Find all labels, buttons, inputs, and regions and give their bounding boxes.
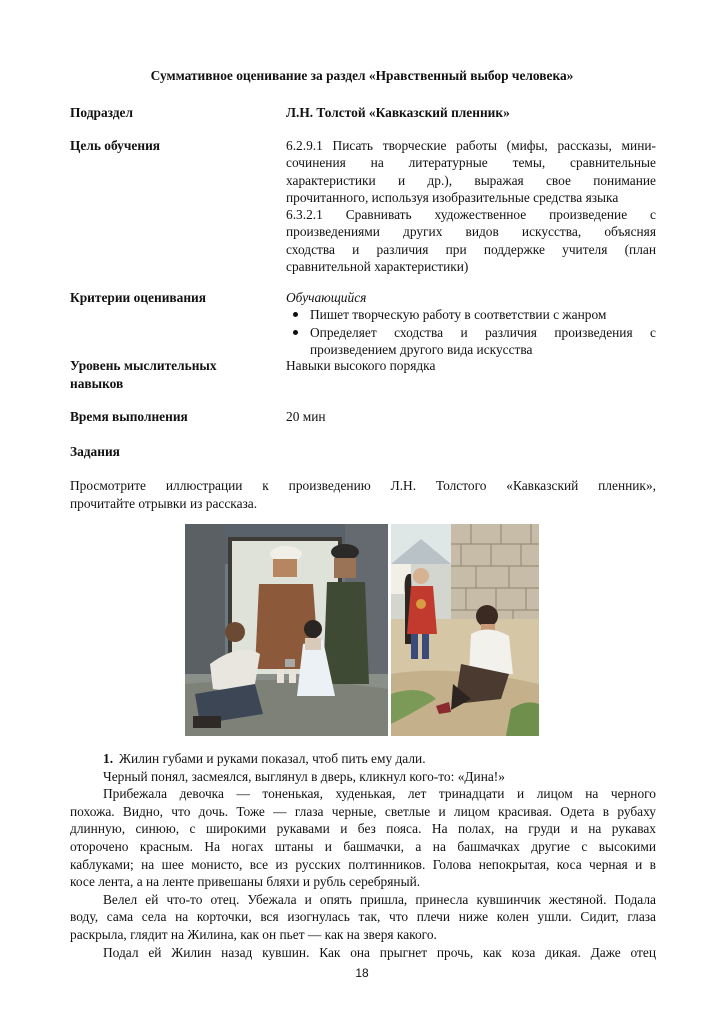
story-sentence: Жилин губами и руками показал, чтоб пить ему дали. [119,751,426,766]
story-paragraph: Черный понял, засмеялся, выглянул в дверь, кликнул кого-то: «Дина!» [103,768,505,784]
tasks-intro-line: Просмотрите иллюстрации к произведению Л.Н. Толстого «Кавказский пленник», [70,478,656,493]
item-number: 1. [103,751,114,766]
tasks-intro [70,477,656,512]
story-paragraph [70,750,656,768]
story-line: Велел ей что-то отец. Убежала и опять пришла, принесла кувшинчик жестяной. Подала [103,891,656,907]
criteria-item [286,324,656,359]
story-line: Прибежала девочка — тоненькая, худенькая, лет тринадцати и лицом на черного [103,786,656,802]
criteria-item-text: произведением другого вида искусства [310,341,533,357]
skills-label-line: навыков [70,375,124,391]
tasks-intro-line: прочитайте отрывки из рассказа. [70,495,258,511]
goal-line: характеристики и др.), выражая свое понимание [286,172,656,188]
story-line: косе лента, а на ленте привешаны бляхи и рубль серебряный. [70,874,421,890]
story-line: раскрыла, глядит на Жилина, как он пьет — как на зверя какого. [70,926,437,942]
subsection-value: Л.Н. Толстой «Кавказский пленник» [286,105,510,120]
story-line: воду, сама села на корточки, вся изогнулась так, что плечи ниже колен ушли. Сидит, глаза [70,909,656,925]
goal-line: 6.3.2.1 Сравнивать художественное произведение с [286,207,656,223]
goal-label: Цель обучения [70,138,161,153]
time-label: Время выполнения [70,409,188,424]
criteria-list-container [286,289,656,358]
story-paragraph [70,785,656,891]
tasks-heading: Задания [70,444,120,459]
goal-line: сочинения на литературные темы, сравнительные [286,155,656,171]
criteria-list [286,306,656,358]
criteria-intro: Обучающийся [286,290,367,305]
goal-line: 6.2.9.1 Писать творческие работы (мифы, рассказы, мини- [286,138,656,153]
illustration-outdoor-scene [391,524,539,736]
goal-line: сходства и различия при поддержке учителя (план [286,241,656,257]
story-line: каблуками; на шее монисто, все из русских полтинников. Голова непокрытая, коса черная и в [70,856,656,872]
goal-line: сравнительной характеристики) [286,259,469,275]
time-value: 20 мин [286,409,326,424]
document-title: Суммативное оценивание за раздел «Нравственный выбор человека» [150,68,574,83]
criteria-item [286,306,656,323]
story-paragraph [70,891,656,944]
criteria-label: Критерии оценивания [70,290,207,305]
illustration-interior-scene [185,524,388,736]
skills-label [70,357,275,392]
criteria-item-text: Пишет творческую работу в соответствии с жанром [310,307,607,323]
story-line: Подал ей Жилин назад кувшин. Как она прыгнет прочь, как коза дикая. Даже отец [103,944,656,960]
story-excerpt [70,750,656,961]
story-line: длинную, синюю, с широкими рукавами и без пояса. На полах, на груди и на рукавах [70,821,656,837]
subsection-label: Подраздел [70,105,134,120]
goal-text [286,137,656,275]
skills-value: Навыки высокого порядка [286,358,436,373]
criteria-item-text: Определяет сходства и различия произведения с [310,324,656,340]
skills-label-line: Уровень мыслительных [70,358,217,373]
page-number: 18 [355,966,369,980]
story-paragraph [70,944,656,962]
goal-line: прочитанного, используя изобразительные средства языка [286,189,619,205]
story-line: похожа. Видно, что дочь. Тоже — глаза черные, светлые и лицом красивая. Одета в рубаху [70,803,656,819]
goal-line: произведениями других видов искусства, объясняя [286,224,656,240]
story-line: оторочено красным. На ногах штаны и башмачки, а на башмачках другие с высокими [70,838,656,854]
